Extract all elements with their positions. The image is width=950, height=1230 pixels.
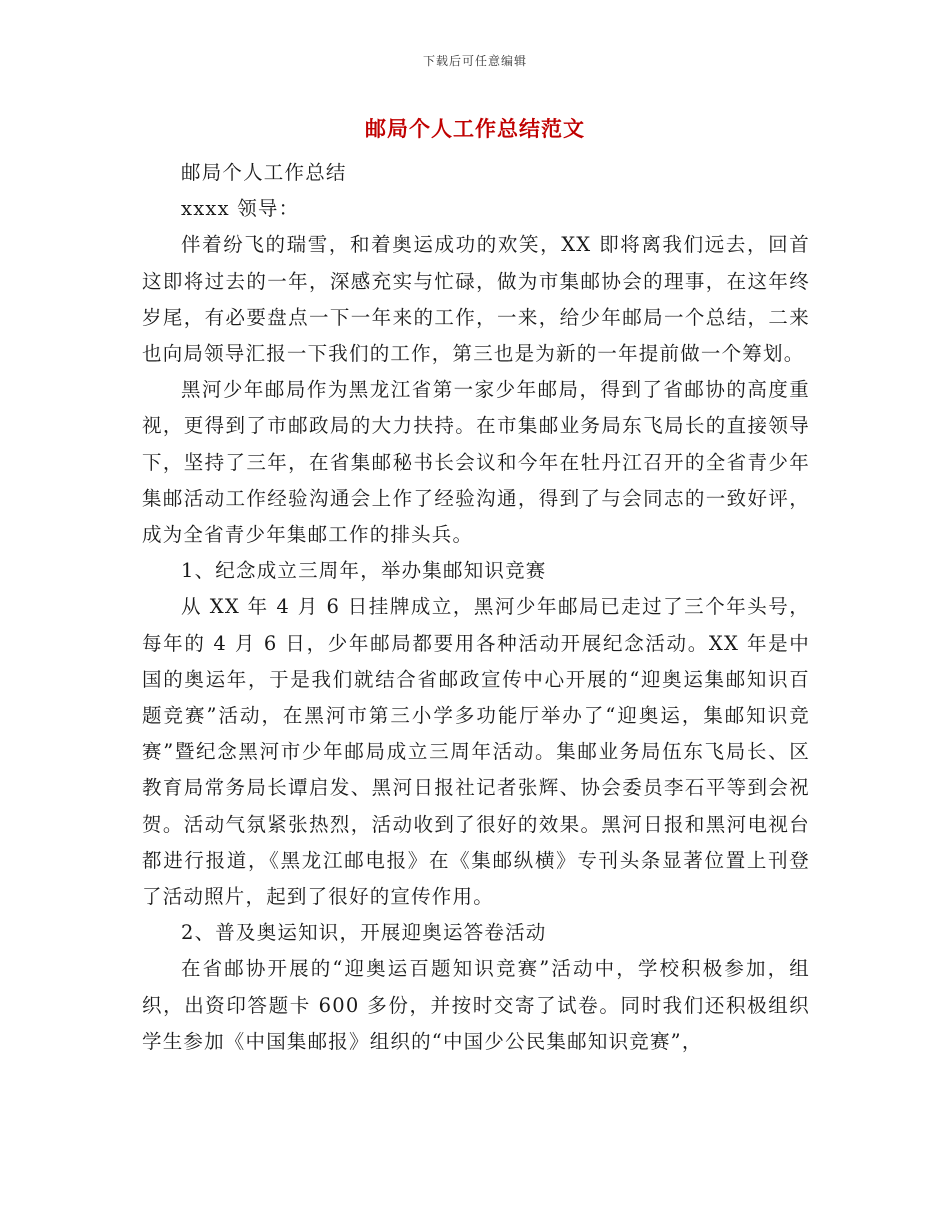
body-paragraph: 在省邮协开展的“迎奥运百题知识竞赛”活动中，学校积极参加，组织，出资印答题卡 600 多份，并按时交寄了试卷。同时我们还积极组织学生参加《中国集邮报》组织的“中国少公民集邮知识竞赛”， (142, 957, 810, 1053)
body-paragraph: 黑河少年邮局作为黑龙江省第一家少年邮局，得到了省邮协的高度重视，更得到了市邮政局的大力扶持。在市集邮业务局东飞局长的直接领导下，坚持了三年，在省集邮秘书长会议和今年在牡丹江召开的全省青少年集邮活动工作经验沟通会上作了经验沟通，得到了与会同志的一致好评，成为全省青少年集邮工作的排头兵。 (142, 378, 810, 547)
salutation-paragraph: xxxx 领导： (181, 197, 300, 221)
body-paragraph: 伴着纷飞的瑞雪，和着奥运成功的欢笑，XX 即将离我们远去，回首这即将过去的一年，深感充实与忙碌，做为市集邮协会的理事，在这年终岁尾，有必要盘点一下一年来的工作，一来，给少年邮局一个总结，二来也向局领导汇报一下我们的工作，第三也是为新的一年提前做一个筹划。 (142, 233, 810, 366)
body-paragraph: 从 XX 年 4 月 6 日挂牌成立，黑河少年邮局已走过了三个年头号，每年的 4 月 6 日，少年邮局都要用各种活动开展纪念活动。XX 年是中国的奥运年，于是我们就结合省邮政宣传中心开展的“迎奥运集邮知识百题竞赛”活动，在黑河市第三小学多功能厅举办了“迎奥运，集邮知识竞赛”暨纪念黑河市少年邮局成立三周年活动。集邮业务局伍东飞局长、区教育局常务局长谭启发、黑河日报社记者张辉、协会委员李石平等到会祝贺。活动气氛紧张热烈，活动收到了很好的效果。黑河日报和黑河电视台都进行报道，《黑龙江邮电报》在《集邮纵横》专刊头条显著位置上刊登了活动照片，起到了很好的宣传作用。 (142, 595, 810, 909)
section-heading: 1、纪念成立三周年，举办集邮知识竞赛 (181, 559, 547, 583)
document-body (142, 155, 810, 1060)
page-title: 邮局个人工作总结范文 (365, 116, 585, 141)
header-note: 下载后可任意编辑 (422, 54, 527, 68)
subtitle-paragraph: 邮局个人工作总结 (181, 161, 347, 184)
section-heading: 2、普及奥运知识，开展迎奥运答卷活动 (181, 921, 547, 945)
